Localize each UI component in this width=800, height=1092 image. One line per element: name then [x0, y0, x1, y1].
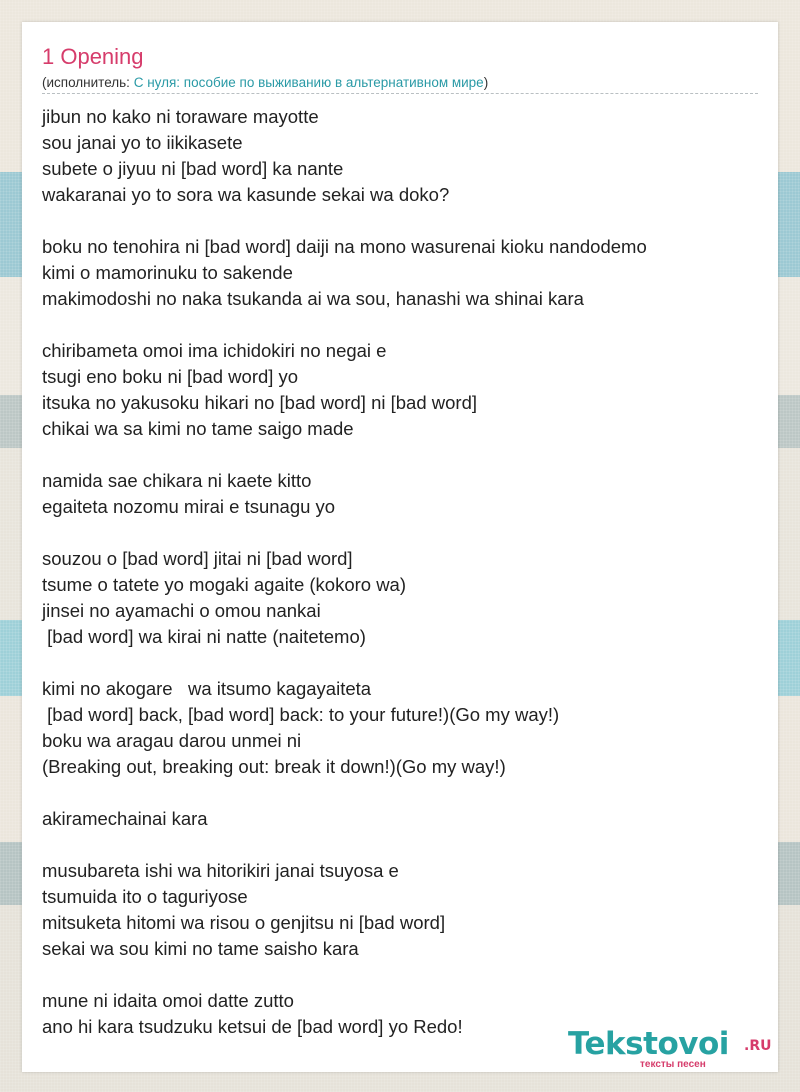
lyrics-line: egaiteta nozomu mirai e tsunagu yo: [42, 496, 336, 517]
lyrics-line: kimi o mamorinuku to sakende: [42, 262, 293, 283]
lyrics-line: tsugi eno boku ni [bad word] yo: [42, 366, 299, 387]
lyrics-line: itsuka no yakusoku hikari no [bad word] ni [bad word]: [42, 392, 477, 413]
lyrics-line: sekai wa sou kimi no tame saisho kara: [42, 938, 359, 959]
artist-suffix: ): [483, 75, 489, 90]
lyrics-blank-line: [42, 520, 758, 546]
lyrics-line: makimodoshi no naka tsukanda ai wa sou, hanashi wa shinai kara: [42, 288, 584, 309]
lyrics-line: chikai wa sa kimi no tame saigo made: [42, 418, 354, 439]
lyrics-blank-line: [42, 962, 758, 988]
artist-prefix: (исполнитель:: [42, 75, 134, 90]
lyrics-line: subete o jiyuu ni [bad word] ka nante: [42, 158, 344, 179]
lyrics-line: sou janai yo to iikikasete: [42, 132, 243, 153]
lyrics-line: mune ni idaita omoi datte zutto: [42, 990, 294, 1011]
lyrics-line: jibun no kako ni toraware mayotte: [42, 106, 319, 127]
lyrics-line: chiribameta omoi ima ichidokiri no negai e: [42, 340, 387, 361]
lyrics-line: [bad word] wa kirai ni natte (naitetemo): [42, 626, 366, 647]
lyrics-line: jinsei no ayamachi o omou nankai: [42, 600, 321, 621]
lyrics-blank-line: [42, 650, 758, 676]
logo-domain-suffix: .RU: [744, 1038, 772, 1054]
lyrics-line: tsumuida ito o taguriyose: [42, 886, 248, 907]
lyrics-blank-line: [42, 312, 758, 338]
artist-link[interactable]: С нуля: пособие по выживанию в альтернативном мире: [133, 75, 484, 90]
site-logo[interactable]: [568, 1026, 778, 1074]
logo-tagline: тексты песен: [640, 1059, 706, 1070]
lyrics-line: (Breaking out, breaking out: break it down!)(Go my way!): [42, 756, 506, 777]
lyrics-line: [bad word] back, [bad word] back: to your future!)(Go my way!): [42, 704, 560, 725]
lyrics-line: akiramechainai kara: [42, 808, 208, 829]
lyrics-body: [42, 104, 758, 1040]
lyrics-line: tsume o tatete yo mogaki agaite (kokoro wa): [42, 574, 407, 595]
lyrics-line: kimi no akogare wa itsumo kagayaiteta: [42, 678, 372, 699]
logo-wordmark: Tekstovoi: [568, 1026, 729, 1062]
lyrics-blank-line: [42, 208, 758, 234]
lyrics-line: ano hi kara tsudzuku ketsui de [bad word] yo Redo!: [42, 1016, 463, 1037]
lyrics-line: boku no tenohira ni [bad word] daiji na mono wasurenai kioku nandodemo: [42, 236, 647, 257]
lyrics-line: mitsuketa hitomi wa risou o genjitsu ni [bad word]: [42, 912, 446, 933]
lyrics-line: boku wa aragau darou unmei ni: [42, 730, 302, 751]
lyrics-line: musubareta ishi wa hitorikiri janai tsuyosa e: [42, 860, 399, 881]
lyrics-blank-line: [42, 442, 758, 468]
lyrics-blank-line: [42, 832, 758, 858]
artist-line: [42, 74, 758, 94]
song-title: 1 Opening: [42, 44, 144, 69]
lyrics-line: wakaranai yo to sora wa kasunde sekai wa doko?: [42, 184, 450, 205]
lyrics-blank-line: [42, 780, 758, 806]
lyrics-line: namida sae chikara ni kaete kitto: [42, 470, 312, 491]
lyrics-line: souzou o [bad word] jitai ni [bad word]: [42, 548, 353, 569]
